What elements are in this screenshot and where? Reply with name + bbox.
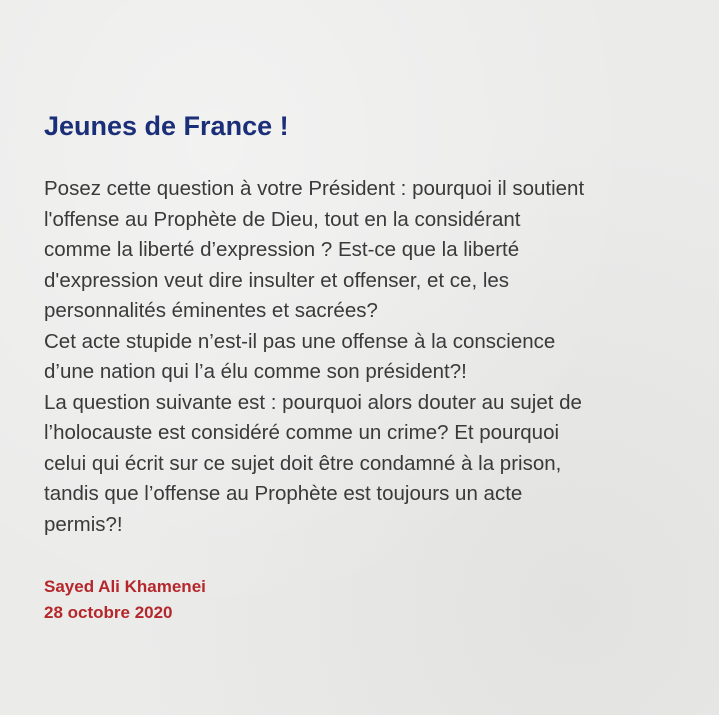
- body-line: d'expression veut dire insulter et offenser, et ce, les: [44, 268, 510, 292]
- body-line: permis?!: [44, 512, 123, 536]
- body-line: l’holocauste est considéré comme un crime? Et pourquoi: [44, 421, 560, 444]
- body-line: Posez cette question à votre Président : pourquoi il soutient: [44, 177, 585, 200]
- body-line: l'offense au Prophète de Dieu, tout en la considérant: [44, 207, 521, 231]
- body-line: comme la liberté d’expression ? Est-ce que la liberté: [44, 238, 520, 261]
- signature-block: [44, 574, 206, 626]
- document-body: [44, 174, 704, 540]
- body-line: celui qui écrit sur ce sujet doit être condamné à la prison,: [44, 451, 562, 475]
- body-line: personnalités éminentes et sacrées?: [44, 299, 378, 322]
- body-line: d’une nation qui l’a élu comme son président?!: [44, 360, 467, 383]
- document-title: Jeunes de France !: [44, 111, 289, 141]
- body-line: tandis que l’offense au Prophète est toujours un acte: [44, 482, 523, 505]
- signature-author: Sayed Ali Khamenei: [44, 577, 206, 596]
- body-line: Cet acte stupide n’est-il pas une offense à la conscience: [44, 329, 556, 353]
- body-line: La question suivante est : pourquoi alors douter au sujet de: [44, 390, 582, 414]
- signature-date: 28 octobre 2020: [44, 603, 173, 622]
